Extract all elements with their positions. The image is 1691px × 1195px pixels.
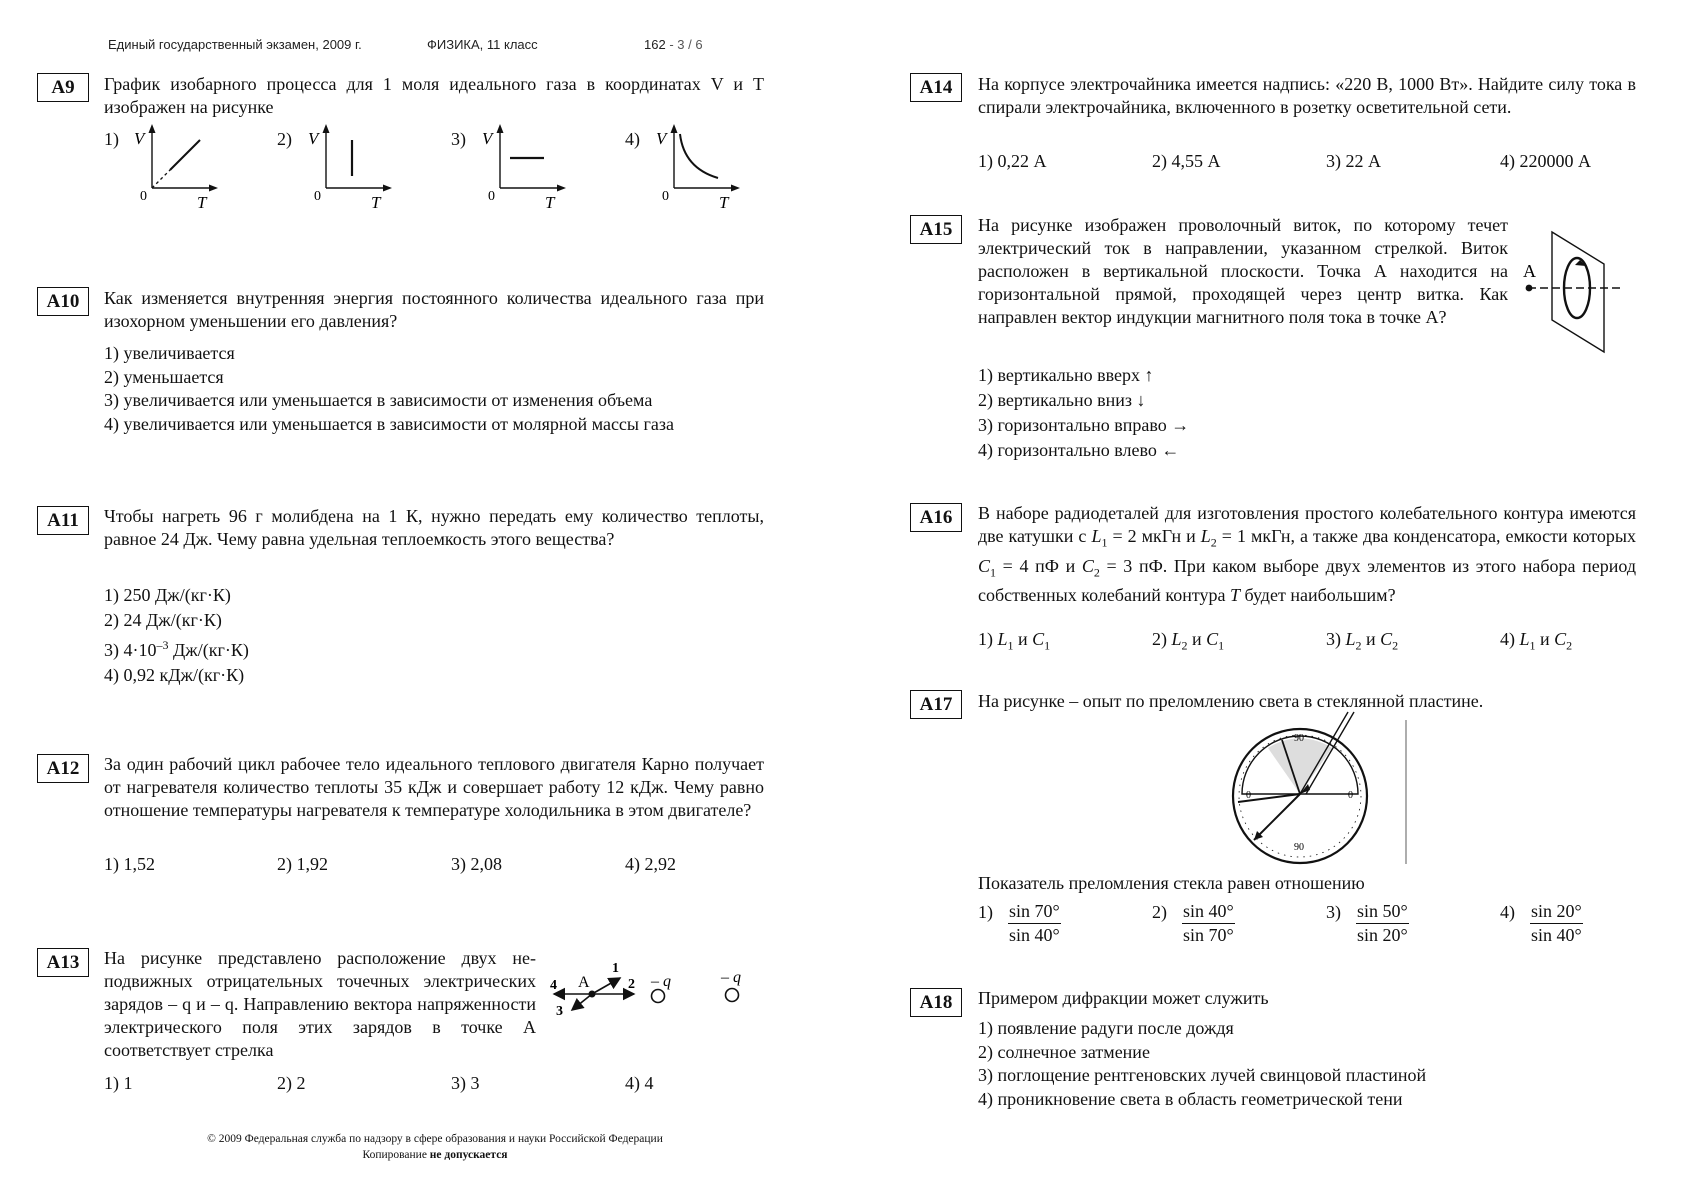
a9-g4-t: T xyxy=(719,193,729,212)
a11-option-1: 1) 250 Дж/(кг·К) xyxy=(104,585,231,605)
a12-option-2: 2) 1,92 xyxy=(277,854,328,874)
a17-option-4-denominator: sin 40° xyxy=(1531,925,1582,945)
a11-option-3-exp: –3 xyxy=(156,638,169,652)
a17-figure xyxy=(1220,718,1420,868)
page-suffix: - 3 / 6 xyxy=(669,37,703,52)
a17-after-text: Показатель преломления стекла равен отношению xyxy=(978,873,1365,893)
label-a11: А11 xyxy=(37,506,89,535)
question-a11-text: Чтобы нагреть 96 г молибдена на 1 К, нужно передать ему количество теплоты, равное 24 Дж. Чему равна удельная теплоемкость этого вещества? xyxy=(104,506,764,549)
a17-option-2-fraction xyxy=(1182,900,1235,947)
a17-option-4-numerator: sin 20° xyxy=(1530,900,1583,924)
a13-option-4: 4) 4 xyxy=(625,1073,654,1093)
a18-option-2: 2) солнечное затмение xyxy=(978,1041,1150,1062)
a9-g1-origin: 0 xyxy=(140,189,147,204)
a17-option-4-num: 4) xyxy=(1500,902,1515,922)
question-a14-text: На корпусе электрочайника имеется надпись: «220 В, 1000 Вт». Найдите силу тока в спирали электрочайника, включенного в розетку осветительной сети. xyxy=(978,74,1636,117)
a9-option-1: 1) xyxy=(104,129,119,149)
a15-point-a xyxy=(1526,285,1533,292)
a16-option-4: 4) $L_1$ и $C_2$ xyxy=(1500,629,1573,653)
a17-option-2-num: 2) xyxy=(1152,902,1167,922)
a17-option-1-num: 1) xyxy=(978,902,993,922)
a13-charge-1 xyxy=(652,990,665,1003)
a13-charge-2 xyxy=(726,989,739,1002)
a18-option-3: 3) поглощение рентгеновских лучей свинцовой пластиной xyxy=(978,1065,1427,1085)
a11-option-3-base: 3) 4·10 xyxy=(104,640,157,660)
a12-option-3: 3) 2,08 xyxy=(451,854,502,874)
a11-option-2: 2) 24 Дж/(кг·К) xyxy=(104,610,222,630)
label-a13: А13 xyxy=(37,948,89,977)
a15-figure xyxy=(1520,228,1640,358)
a15-options xyxy=(978,363,1189,463)
footer-line-2-prefix: Копирование xyxy=(362,1149,430,1161)
a10-option-3: 3) увеличивается или уменьшается в зависимости от изменения объема xyxy=(104,390,653,410)
a17-option-3-num: 3) xyxy=(1326,902,1341,922)
a16-text-1: В наборе радиодеталей для изготовления простого колебательного контура имеются две катушки с xyxy=(978,503,1636,546)
question-a16-text: В наборе радиодеталей для изготовления простого колебательного контура имеются две катушки с $L_1 = 2$ мкГн и $L_2 = 1$ мкГн, а также два конденсатора, емкости которых $C_1 = 4$ пФ и $C_2 = 3$ пФ. При каком выборе двух элементов из этого набора период собственных колебаний контура T будет наибольшим? xyxy=(978,503,1637,606)
a9-g3-origin: 0 xyxy=(488,189,495,204)
a11-options xyxy=(104,583,249,688)
a15-option-1: 1) вертикально вверх ↑ xyxy=(978,365,1154,385)
a15-label-a: A xyxy=(1523,261,1536,281)
question-a17-text: На рисунке – опыт по преломлению света в стеклянной пластине. xyxy=(978,691,1484,711)
a9-g2-origin: 0 xyxy=(314,189,321,204)
a17-option-4-fraction xyxy=(1530,900,1583,947)
header-page xyxy=(644,37,703,52)
label-a9: А9 xyxy=(37,73,89,102)
a11-option-3 xyxy=(104,633,249,663)
a13-option-2: 2) 2 xyxy=(277,1073,306,1093)
page-number: 162 xyxy=(644,37,666,52)
a17-mark-top: 90 xyxy=(1294,733,1304,744)
a9-option-4: 4) xyxy=(625,129,640,149)
a13-label-a: A xyxy=(578,974,590,991)
question-a12-text: За один рабочий цикл рабочее тело идеального теплового двигателя Карно получает от нагревателя количество теплоты 35 кДж и совершает работу 12 кДж. Чему равно отношение температуры нагревателя к температуре холодильника в этом двигателе? xyxy=(104,754,764,820)
a13-figure xyxy=(548,948,768,1028)
a11-option-4: 4) 0,92 кДж/(кг·К) xyxy=(104,665,245,685)
label-a10: А10 xyxy=(37,287,89,316)
question-a9-text: График изобарного процесса для 1 моля идеального газа в координатах V и T изображен на рисунке xyxy=(104,74,764,117)
a13-charge-1-label: – q xyxy=(651,973,671,990)
label-a14: А14 xyxy=(910,73,962,102)
a17-option-1-numerator: sin 70° xyxy=(1008,900,1061,924)
a18-options xyxy=(978,1017,1426,1111)
a13-charge-2-label: – q xyxy=(721,969,741,986)
a14-option-3: 3) 22 А xyxy=(1326,151,1381,171)
a13-arrow-2: 2 xyxy=(628,977,635,992)
a15-option-3: 3) горизонтально вправо → xyxy=(978,415,1190,435)
label-a15: А15 xyxy=(910,215,962,244)
a16-option-2: 2) $L_2$ и $C_1$ xyxy=(1152,629,1225,653)
a17-mark-bottom: 90 xyxy=(1294,842,1304,853)
question-a10-text: Как изменяется внутренняя энергия постоянного количества идеального газа при изохорном уменьшении его давления? xyxy=(104,288,764,331)
a17-mark-left: 0 xyxy=(1246,790,1251,801)
a15-option-2: 2) вертикально вниз ↓ xyxy=(978,390,1146,410)
a17-option-3-numerator: sin 50° xyxy=(1356,900,1409,924)
a15-option-4: 4) горизонтально влево ← xyxy=(978,440,1180,460)
a9-g3-t: T xyxy=(545,193,555,212)
a9-graph-4 xyxy=(652,122,752,210)
question-a13-text: На рисунке представлено расположение двух неподвижных отрицательных точечных электрических зарядов – q и – q. Направлению вектора напряженности электрического поля этих зарядов в точке А соответствует стрелка xyxy=(104,948,536,1060)
a10-option-4: 4) увеличивается или уменьшается в зависимости от молярной массы газа xyxy=(104,413,674,434)
a10-option-1: 1) увеличивается xyxy=(104,343,235,363)
label-a16: А16 xyxy=(910,503,962,532)
header-subject: ФИЗИКА, 11 класс xyxy=(427,37,538,52)
a9-option-3: 3) xyxy=(451,129,466,149)
a11-option-3-unit: Дж/(кг·К) xyxy=(168,640,249,660)
a13-option-1: 1) 1 xyxy=(104,1073,133,1093)
a10-options xyxy=(104,342,674,436)
footer xyxy=(150,1131,720,1163)
a9-g4-v: V xyxy=(656,129,667,148)
a9-g1-t: T xyxy=(197,193,207,212)
label-a12: А12 xyxy=(37,754,89,783)
a17-option-2-numerator: sin 40° xyxy=(1182,900,1235,924)
a9-option-2: 2) xyxy=(277,129,292,149)
a9-graph-2 xyxy=(304,122,404,210)
a12-option-4: 4) 2,92 xyxy=(625,854,676,874)
a9-graph-1 xyxy=(130,122,230,210)
a17-mark-right: 0 xyxy=(1348,790,1353,801)
a10-option-2: 2) уменьшается xyxy=(104,366,224,387)
a17-option-3-fraction xyxy=(1356,900,1409,947)
footer-line-1: © 2009 Федеральная служба по надзору в сфере образования и науки Российской Федерации xyxy=(207,1133,663,1145)
a9-g1-v: V xyxy=(134,129,145,148)
a13-arrow-4: 4 xyxy=(550,978,557,993)
question-a15-text: На рисунке изображен проволочный виток, по которому течет электрический ток в направлении, указанном стрелкой. Виток расположен в вертикальной плоскости. Точка А находится на горизонтальной прямой, проходящей через центр витка. Как направлен вектор индукции магнитного поля тока в точке А? xyxy=(978,215,1508,327)
a12-option-1: 1) 1,52 xyxy=(104,854,155,874)
footer-line-2-bold: не допускается xyxy=(429,1149,508,1161)
a13-arrow-3: 3 xyxy=(556,1004,563,1019)
footer-line-2 xyxy=(150,1147,720,1163)
a18-option-1: 1) появление радуги после дождя xyxy=(978,1018,1234,1038)
a13-arrow-1: 1 xyxy=(612,961,619,976)
label-a17: А17 xyxy=(910,690,962,719)
a9-graph-3 xyxy=(478,122,578,210)
a17-option-1-denominator: sin 40° xyxy=(1009,925,1060,945)
a14-option-1: 1) 0,22 А xyxy=(978,151,1047,171)
a9-g2-v: V xyxy=(308,129,319,148)
question-a18-text: Примером дифракции может служить xyxy=(978,988,1269,1008)
a16-option-3: 3) $L_2$ и $C_2$ xyxy=(1326,629,1399,653)
a14-option-4: 4) 220000 А xyxy=(1500,151,1591,171)
label-a18: А18 xyxy=(910,988,962,1017)
header-exam: Единый государственный экзамен, 2009 г. xyxy=(108,37,362,52)
a9-g4-origin: 0 xyxy=(662,189,669,204)
a9-g2-t: T xyxy=(371,193,381,212)
a9-g3-v: V xyxy=(482,129,493,148)
a17-option-2-denominator: sin 70° xyxy=(1183,925,1234,945)
a17-option-3-denominator: sin 20° xyxy=(1357,925,1408,945)
a17-option-1-fraction xyxy=(1008,900,1061,947)
a14-option-2: 2) 4,55 А xyxy=(1152,151,1221,171)
a16-option-1: 1) $L_1$ и $C_1$ xyxy=(978,629,1051,653)
a13-option-3: 3) 3 xyxy=(451,1073,480,1093)
a18-option-4: 4) проникновение света в область геометрической тени xyxy=(978,1088,1403,1109)
